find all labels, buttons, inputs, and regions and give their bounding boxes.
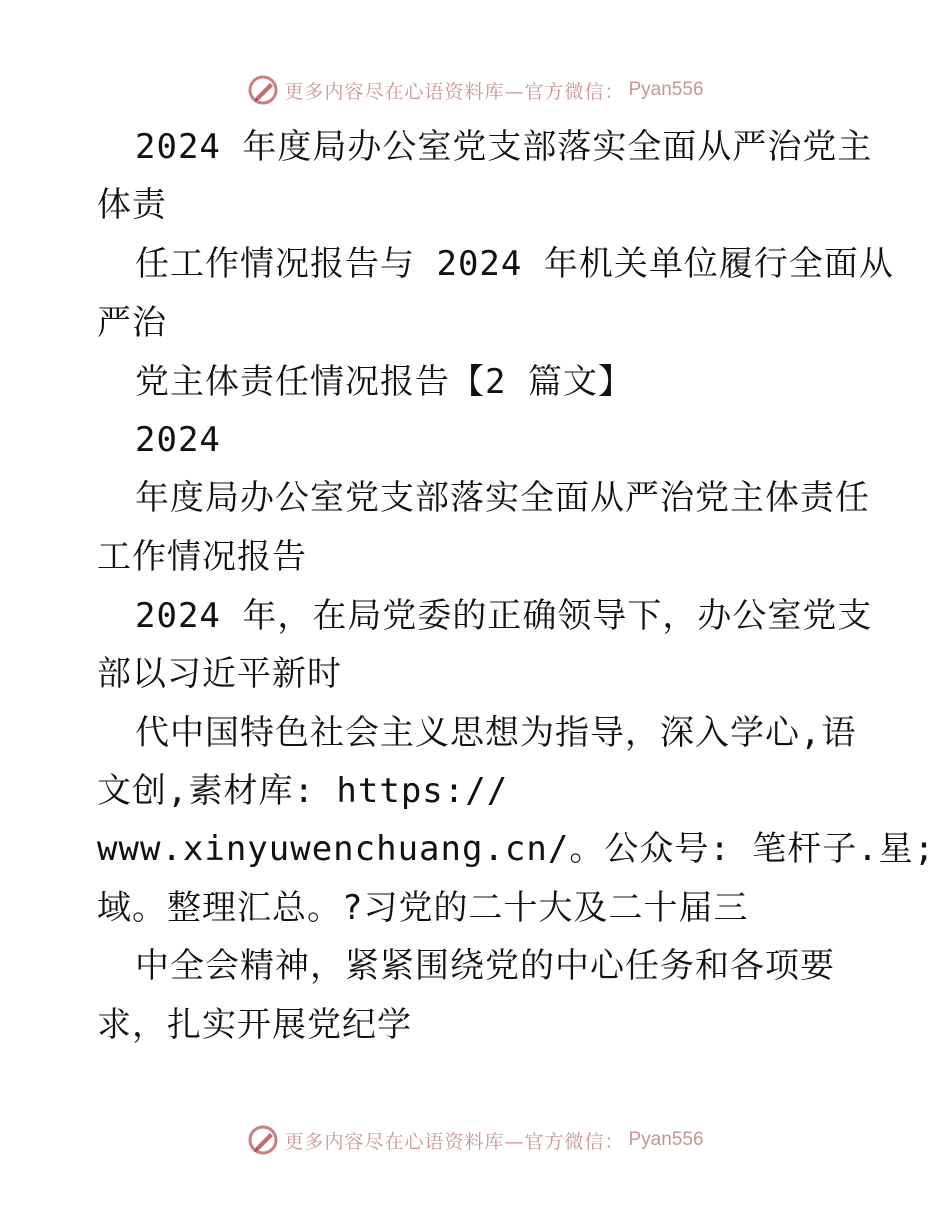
footer-wechat-label: 官方微信： — [524, 1130, 625, 1153]
body-line-5: 党主体责任情况报告【2 篇文】 — [135, 362, 633, 402]
body-line-10: 部以习近平新时 — [97, 654, 342, 694]
body-line-11: 代中国特色社会主义思想为指导，深入学心,语 — [135, 713, 857, 753]
body-line-16: 求，扎实开展党纪学 — [97, 1005, 412, 1045]
header-wechat-id: Pyan556 — [628, 79, 704, 100]
header-site-text: 更多内容尽在心语资料库— — [284, 80, 525, 103]
body-line-2: 体责 — [97, 185, 167, 225]
body-line-8: 工作情况报告 — [97, 537, 307, 577]
body-line-9: 2024 年，在局党委的正确领导下，办公室党支 — [135, 596, 873, 636]
body-line-4: 严治 — [97, 303, 167, 343]
body-line-3: 任工作情况报告与 2024 年机关单位履行全面从 — [135, 244, 894, 284]
footer-wechat-id: Pyan556 — [628, 1129, 704, 1150]
body-line-7: 年度局办公室党支部落实全面从严治党主体责任 — [135, 478, 870, 518]
body-line-6: 2024 — [135, 420, 221, 460]
body-line-12: 文创,素材库: https:// — [97, 771, 509, 811]
footer-watermark-banner — [0, 1120, 950, 1160]
body-line-1: 2024 年度局办公室党支部落实全面从严治党主 — [135, 127, 873, 167]
body-line-15: 中全会精神，紧紧围绕党的中心任务和各项要 — [135, 946, 835, 986]
footer-site-text: 更多内容尽在心语资料库— — [284, 1130, 525, 1153]
body-line-14: 域。整理汇总。?习党的二十大及二十届三 — [97, 888, 749, 928]
pen-logo-icon — [246, 1123, 280, 1157]
body-line-13: www.xinyuwenchuang.cn/。公众号: 笔杆子.星; — [97, 829, 936, 869]
header-wechat-label: 官方微信： — [524, 80, 625, 103]
